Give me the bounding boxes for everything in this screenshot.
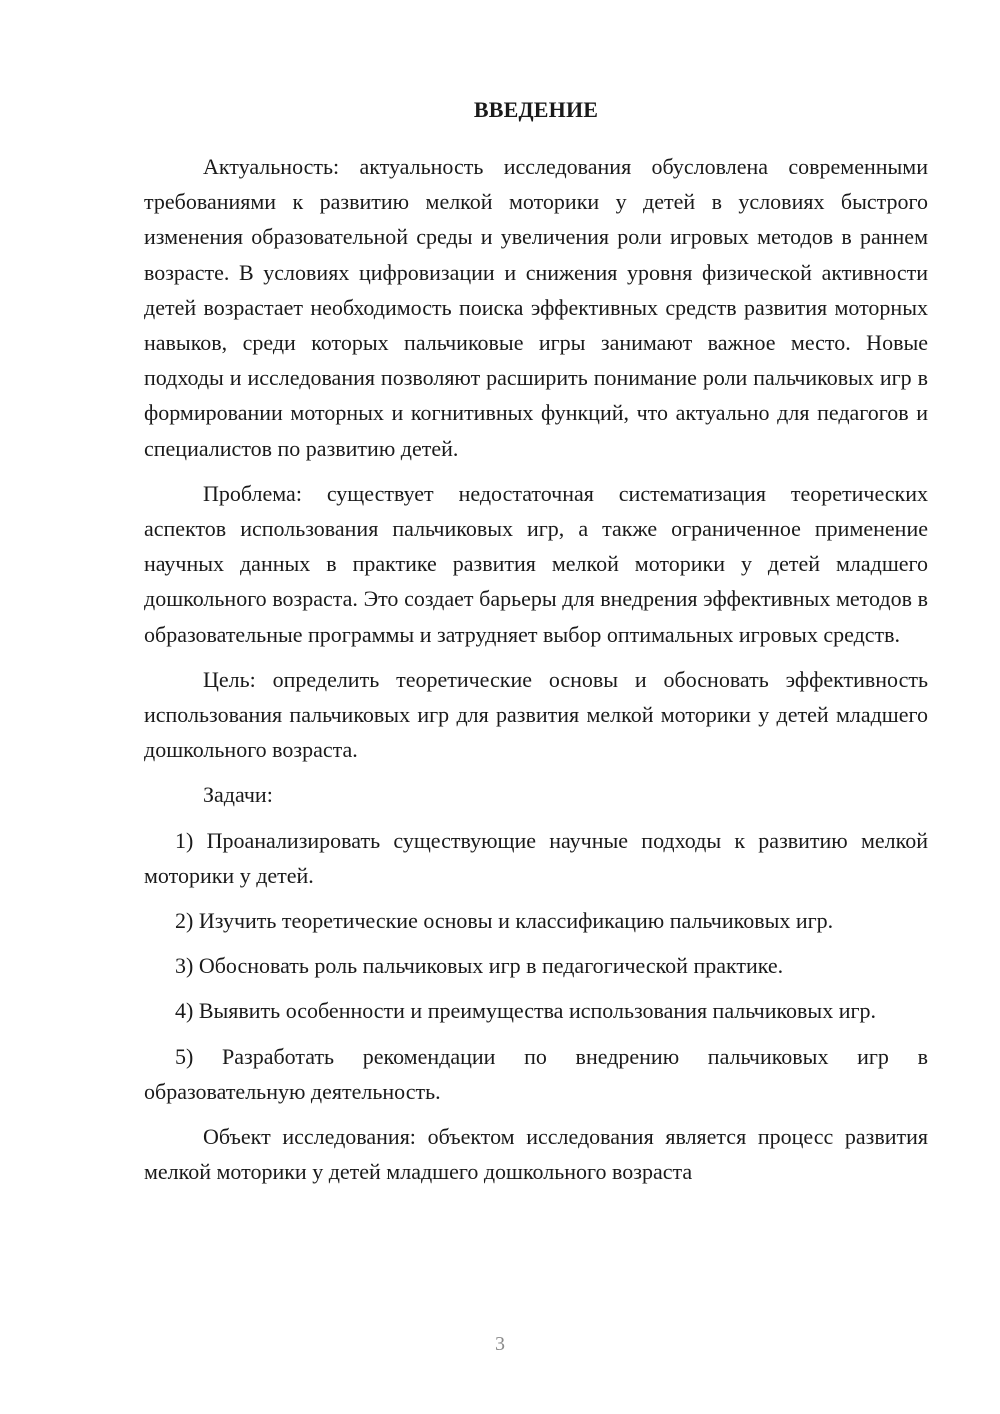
task-item-1: 1) Проанализировать существующие научные подходы к развитию мелкой моторики у детей. <box>144 827 928 888</box>
paragraph-relevance: Актуальность: актуальность исследования обусловлена современными требованиями к развитию мелкой моторики у детей в условиях быстрого изменения образовательной среды и увеличения роли игровых методов в раннем возрасте. В условиях цифровизации и снижения уровня физической активности детей возрастает необходимость поиска эффективных средств развития моторных навыков, среди которых пальчиковые игры занимают важное место. Новые подходы и исследования позволяют расширить понимание роли пальчиковых игр в формировании моторных и когнитивных функций, что актуально для педагогов и специалистов по развитию детей. <box>144 154 928 461</box>
section-title: ВВЕДЕНИЕ <box>473 97 599 122</box>
paragraph-object: Объект исследования: объектом исследования является процесс развития мелкой моторики у детей младшего дошкольного возраста <box>144 1124 928 1185</box>
task-item-5: 5) Разработать рекомендации по внедрению пальчиковых игр в образовательную деятельность. <box>144 1043 928 1104</box>
task-item-3: 3) Обосновать роль пальчиковых игр в педагогической практике. <box>175 953 784 979</box>
page-number: 3 <box>495 1333 505 1355</box>
paragraph-problem: Проблема: существует недостаточная систематизация теоретических аспектов использования пальчиковых игр, а также ограниченное применение научных данных в практике развития мелкой моторики у детей младшего дошкольного возраста. Это создает барьеры для внедрения эффективных методов в образовательные программы и затрудняет выбор оптимальных игровых средств. <box>144 480 928 647</box>
tasks-heading: Задачи: <box>203 782 273 808</box>
task-item-4: 4) Выявить особенности и преимущества использования пальчиковых игр. <box>175 998 877 1024</box>
paragraph-goal: Цель: определить теоретические основы и обосновать эффективность использования пальчиковых игр для развития мелкой моторики у детей младшего дошкольного возраста. <box>144 666 928 763</box>
task-item-2: 2) Изучить теоретические основы и классификацию пальчиковых игр. <box>175 908 834 934</box>
document-page <box>144 92 928 1189</box>
